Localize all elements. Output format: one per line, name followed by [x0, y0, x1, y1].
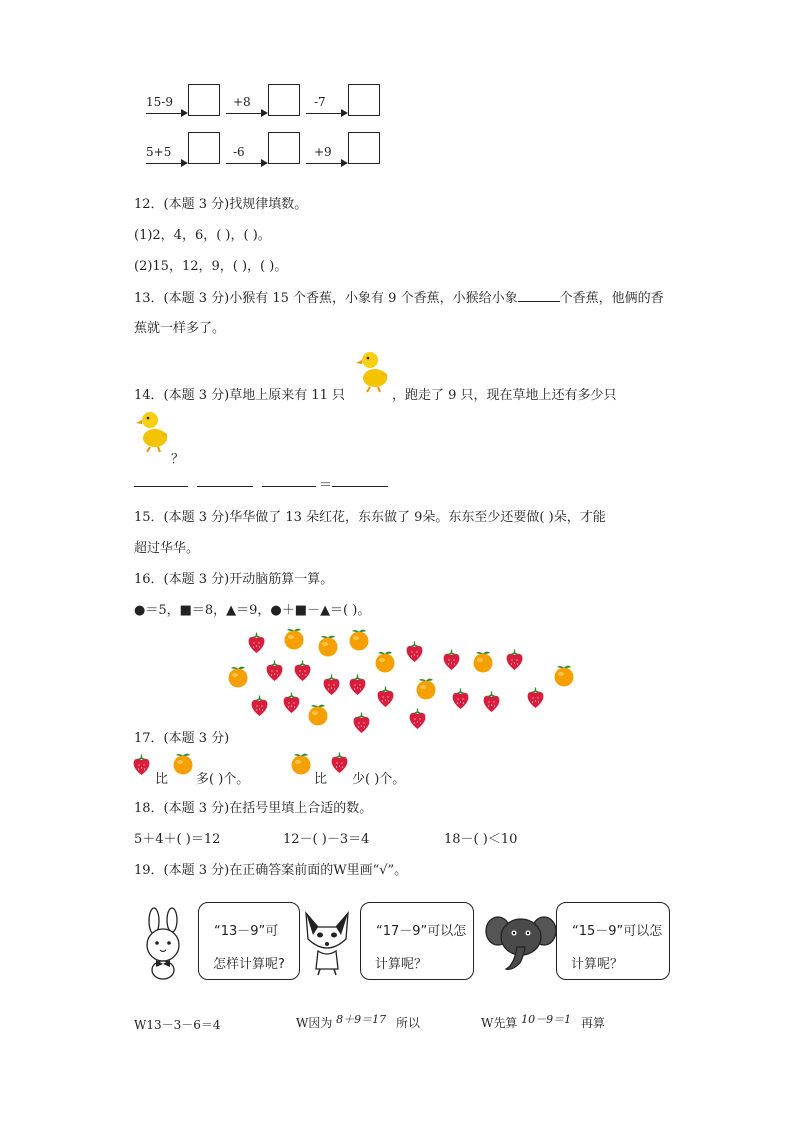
bubble-2-line1: “17－9”可以怎 — [376, 924, 467, 939]
answer-blank[interactable] — [262, 486, 316, 487]
q13-line2: 蕉就一样多了。 — [134, 321, 226, 336]
strawberry-icon — [250, 695, 269, 717]
answer-box[interactable] — [268, 132, 300, 164]
strawberry-icon — [442, 649, 461, 671]
strawberry-icon — [505, 649, 524, 671]
orange-icon — [307, 703, 329, 726]
orange-icon — [283, 627, 305, 650]
strawberry-icon — [265, 660, 284, 682]
q14-text-b: ，跑走了 9 只，现在草地上还有多少只 — [392, 388, 617, 403]
bubble-1-line1: “13－9”可 — [214, 924, 279, 939]
strawberry-icon — [482, 691, 501, 713]
answer-option-1[interactable]: W13－3－6＝4 — [134, 1018, 221, 1032]
answer-blank[interactable] — [332, 486, 388, 487]
bubble-3-line2: 计算呢？ — [571, 957, 624, 972]
orange-icon — [553, 664, 575, 687]
strawberry-icon — [322, 674, 341, 696]
answer-blank[interactable] — [197, 486, 253, 487]
arrow-icon — [146, 163, 186, 164]
q15-line1: 15．(本题 3 分)华华做了 13 朵红花，东东做了 9朵。东东至少还要做( )朵，才能 — [134, 510, 606, 525]
duckling-icon — [136, 406, 170, 454]
orange-icon — [317, 634, 339, 657]
q13-text-a: 13．(本题 3 分)小猴有 15 个香蕉，小象有 9 个香蕉，小猴给小象 — [134, 291, 518, 306]
q17-title: 17．(本题 3 分) — [134, 731, 230, 746]
option-3-prefix: W先算 — [481, 1016, 518, 1030]
rabbit-icon — [134, 907, 198, 981]
strawberry-icon — [408, 708, 427, 730]
answer-blank[interactable] — [134, 486, 188, 487]
orange-icon — [415, 677, 437, 700]
chain-op-label: +8 — [233, 95, 251, 109]
chain-start-label: 5+5 — [146, 145, 172, 159]
arrow-icon — [146, 113, 186, 114]
q15-line2: 超过华华。 — [134, 541, 200, 556]
answer-box[interactable] — [268, 84, 300, 116]
orange-icon — [348, 628, 370, 651]
q13-line1 — [134, 287, 664, 306]
answer-box[interactable] — [188, 84, 220, 116]
orange-icon — [374, 650, 396, 673]
answer-option-3[interactable] — [481, 1014, 605, 1031]
q12-line1: (1)2，4，6，( )，( )。 — [134, 228, 271, 243]
strawberry-icon — [293, 660, 312, 682]
q18-eq2: 12－( )－3＝4 — [283, 832, 370, 847]
orange-icon — [227, 665, 249, 688]
strawberry-icon — [247, 632, 266, 654]
chain-op-label: -6 — [233, 145, 245, 159]
strawberry-icon — [526, 687, 545, 709]
option-3-math: 10－9＝1 — [521, 1013, 572, 1026]
strawberry-icon — [348, 674, 367, 696]
q18-eq3: 18－( )＜10 — [444, 832, 518, 847]
q16-title: 16．(本题 3 分)开动脑筋算一算。 — [134, 572, 334, 587]
answer-option-2[interactable] — [296, 1014, 420, 1031]
chain-op-label: +9 — [314, 145, 332, 159]
orange-icon — [172, 752, 194, 775]
strawberry-icon — [132, 754, 151, 776]
arrow-icon — [226, 113, 266, 114]
answer-box[interactable] — [348, 84, 380, 116]
q16-formula: ●＝5，■＝8，▲＝9，●＋■－▲＝( )。 — [134, 603, 371, 618]
strawberry-icon — [330, 752, 349, 774]
option-2-prefix: W因为 — [296, 1016, 333, 1030]
orange-icon — [290, 752, 312, 775]
chain-start-label: 15-9 — [146, 95, 173, 109]
bubble-1-line2: 怎样计算呢? — [213, 957, 285, 972]
option-2-math: 8＋9＝17 — [336, 1013, 387, 1026]
bubble-2-line2: 计算呢？ — [375, 957, 428, 972]
q17-compare-word: 比 — [155, 772, 169, 787]
question-mark: ？ — [171, 452, 185, 467]
fox-icon — [296, 907, 358, 977]
q17-compare-word: 比 — [314, 772, 328, 787]
orange-icon — [472, 650, 494, 673]
q12-title: 12．(本题 3 分)找规律填数。 — [134, 197, 308, 212]
q13-text-b: 个香蕉，他俩的香 — [559, 291, 664, 306]
elephant-icon — [484, 907, 560, 977]
arrow-icon — [306, 163, 346, 164]
q18-title: 18．(本题 3 分)在括号里填上合适的数。 — [134, 801, 373, 816]
q17-more-blank: 多( )个。 — [196, 772, 250, 787]
q18-eq1: 5＋4＋( )＝12 — [134, 832, 221, 847]
q14-text-a: 14．(本题 3 分)草地上原来有 11 只 — [134, 388, 346, 403]
arrow-icon — [306, 113, 346, 114]
strawberry-icon — [405, 641, 424, 663]
equals-sign: ＝ — [319, 478, 333, 493]
answer-box[interactable] — [348, 132, 380, 164]
bubble-3-line1: “15－9”可以怎 — [572, 924, 663, 939]
arrow-icon — [226, 163, 266, 164]
strawberry-icon — [376, 686, 395, 708]
option-3-suffix: 再算 — [581, 1016, 606, 1030]
answer-box[interactable] — [188, 132, 220, 164]
strawberry-icon — [352, 712, 371, 734]
q17-less-blank: 少( )个。 — [352, 772, 406, 787]
duckling-icon — [356, 346, 390, 394]
q19-title: 19．(本题 3 分)在正确答案前面的W里画“√”。 — [134, 863, 408, 878]
strawberry-icon — [451, 688, 470, 710]
q12-line2: (2)15，12，9，( )，( )。 — [134, 259, 288, 274]
option-2-suffix: 所以 — [396, 1016, 421, 1030]
strawberry-icon — [282, 692, 301, 714]
answer-blank[interactable] — [518, 301, 560, 302]
chain-op-label: -7 — [314, 95, 326, 109]
